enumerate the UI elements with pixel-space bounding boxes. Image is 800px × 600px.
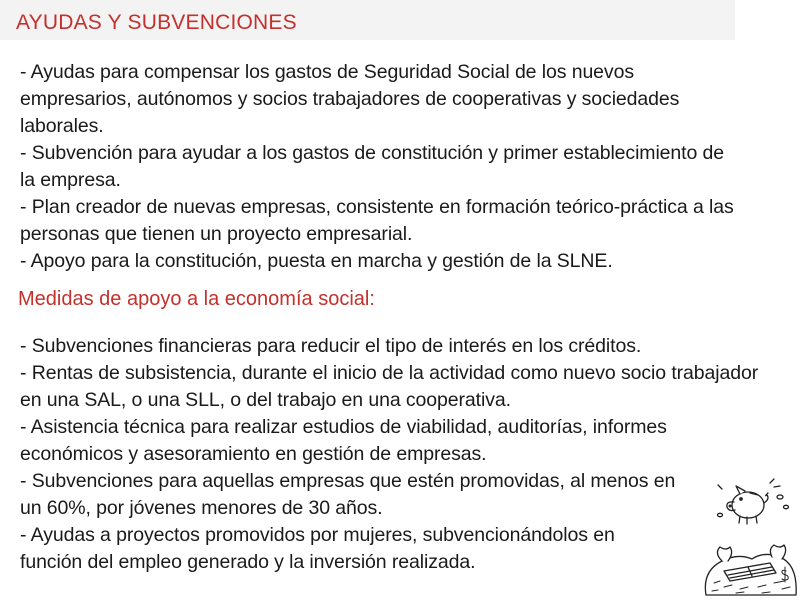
list-item: - Plan creador de nuevas empresas, consistente en formación teórico-práctica a las personas que tienen un proyecto empresarial. xyxy=(20,196,734,245)
piggy-bank-money-bags-icon xyxy=(700,475,800,600)
list-item: - Subvención para ayudar a los gastos de constitución y primer establecimiento de la empresa. xyxy=(20,142,725,191)
list-item: - Ayudas a proyectos promovidos por mujeres, subvencionándolos en función del empleo generado y la inversión realizada. xyxy=(20,524,615,573)
list-item: - Rentas de subsistencia, durante el inicio de la actividad como nuevo socio trabajador en una SAL, o una SLL, o del trabajo en una cooperativa. xyxy=(20,362,759,411)
social-economy-list xyxy=(20,333,760,576)
list-item: - Subvenciones para aquellas empresas que estén promovidas, al menos en un 60%, por jóvenes menores de 30 años. xyxy=(20,470,676,519)
list-item: - Apoyo para la constitución, puesta en marcha y gestión de la SLNE. xyxy=(20,250,613,272)
list-item: - Asistencia técnica para realizar estudios de viabilidad, auditorías, informes económicos y asesoramiento en gestión de empresas. xyxy=(20,416,667,465)
list-item: - Ayudas para compensar los gastos de Seguridad Social de los nuevos empresarios, autónomos y socios trabajadores de cooperativas y sociedades laborales. xyxy=(20,61,680,137)
list-item: - Subvenciones financieras para reducir el tipo de interés en los créditos. xyxy=(20,335,642,357)
aid-list xyxy=(20,59,740,275)
section-heading: Medidas de apoyo a la economía social: xyxy=(18,288,375,310)
page-title: AYUDAS Y SUBVENCIONES xyxy=(16,11,297,34)
